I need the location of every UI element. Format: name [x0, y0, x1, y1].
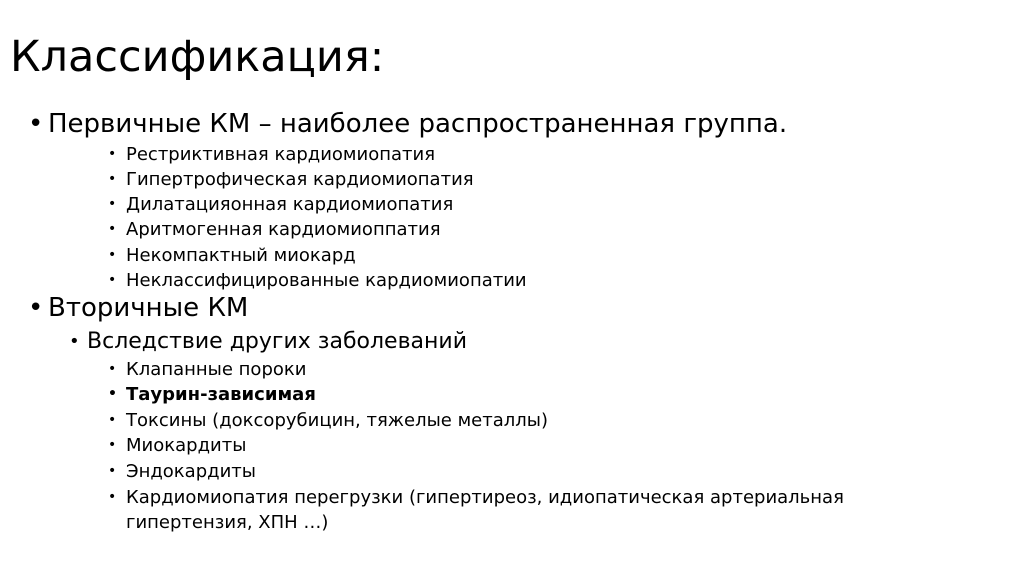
bullet-dot: • — [28, 293, 44, 323]
list-item-text: Таурин-зависимая — [126, 384, 316, 405]
list-item — [108, 243, 356, 268]
bullet-dot: • — [108, 221, 117, 237]
list-item — [108, 485, 844, 510]
bullet-dot: • — [108, 171, 117, 187]
bullet-dot: • — [108, 437, 117, 453]
bullet-subgroup — [69, 328, 467, 356]
list-item-text: Неклассифицированные кардиомиопатии — [126, 270, 527, 291]
bullet-dot: • — [28, 109, 44, 139]
list-item-text: Токсины (доксорубицин, тяжелые металлы) — [126, 410, 549, 431]
bullet-primary — [28, 108, 788, 140]
bullet-secondary — [28, 292, 249, 324]
list-item — [108, 459, 256, 484]
slide-title: Классификация: — [10, 32, 385, 82]
list-item-text: Аритмогенная кардиомиоппатия — [126, 219, 441, 240]
list-item — [108, 268, 527, 293]
list-item-continuation — [126, 510, 328, 535]
bullet-dot: • — [108, 463, 117, 479]
list-item — [108, 408, 549, 433]
bullet-primary-label: Первичные КМ – наиболее распространенная группа. — [48, 109, 788, 139]
list-item — [108, 192, 454, 217]
bullet-secondary-label: Вторичные КМ — [48, 293, 249, 323]
list-item-text: Некомпактный миокард — [126, 245, 356, 266]
bullet-dot: • — [108, 386, 117, 402]
bullet-dot: • — [108, 361, 117, 377]
list-item-text: Эндокардиты — [126, 461, 256, 482]
bullet-dot: • — [108, 272, 117, 288]
bullet-dot: • — [108, 412, 117, 428]
bullet-dot: • — [69, 331, 80, 352]
list-item-text: Миокардиты — [126, 435, 247, 456]
list-item-text: Кардиомиопатия перегрузки (гипертиреоз, идиопатическая артериальная — [126, 487, 844, 508]
list-item-text: Рестриктивная кардиомиопатия — [126, 144, 436, 165]
bullet-dot: • — [108, 196, 117, 212]
list-item-text: Дилатацияонная кардиомиопатия — [126, 194, 454, 215]
list-item — [108, 167, 474, 192]
bullet-subgroup-label: Вследствие других заболеваний — [87, 329, 467, 354]
list-item-text: гипертензия, ХПН …) — [126, 512, 329, 533]
list-item-text: Клапанные пороки — [126, 359, 307, 380]
bullet-dot: • — [108, 247, 117, 263]
list-item — [108, 357, 307, 382]
list-item — [108, 217, 441, 242]
list-item — [108, 142, 436, 167]
list-item — [108, 433, 247, 458]
bullet-dot: • — [108, 489, 117, 505]
list-item-text: Гипертрофическая кардиомиопатия — [126, 169, 474, 190]
list-item-highlighted — [108, 382, 316, 407]
bullet-dot: • — [108, 146, 117, 162]
